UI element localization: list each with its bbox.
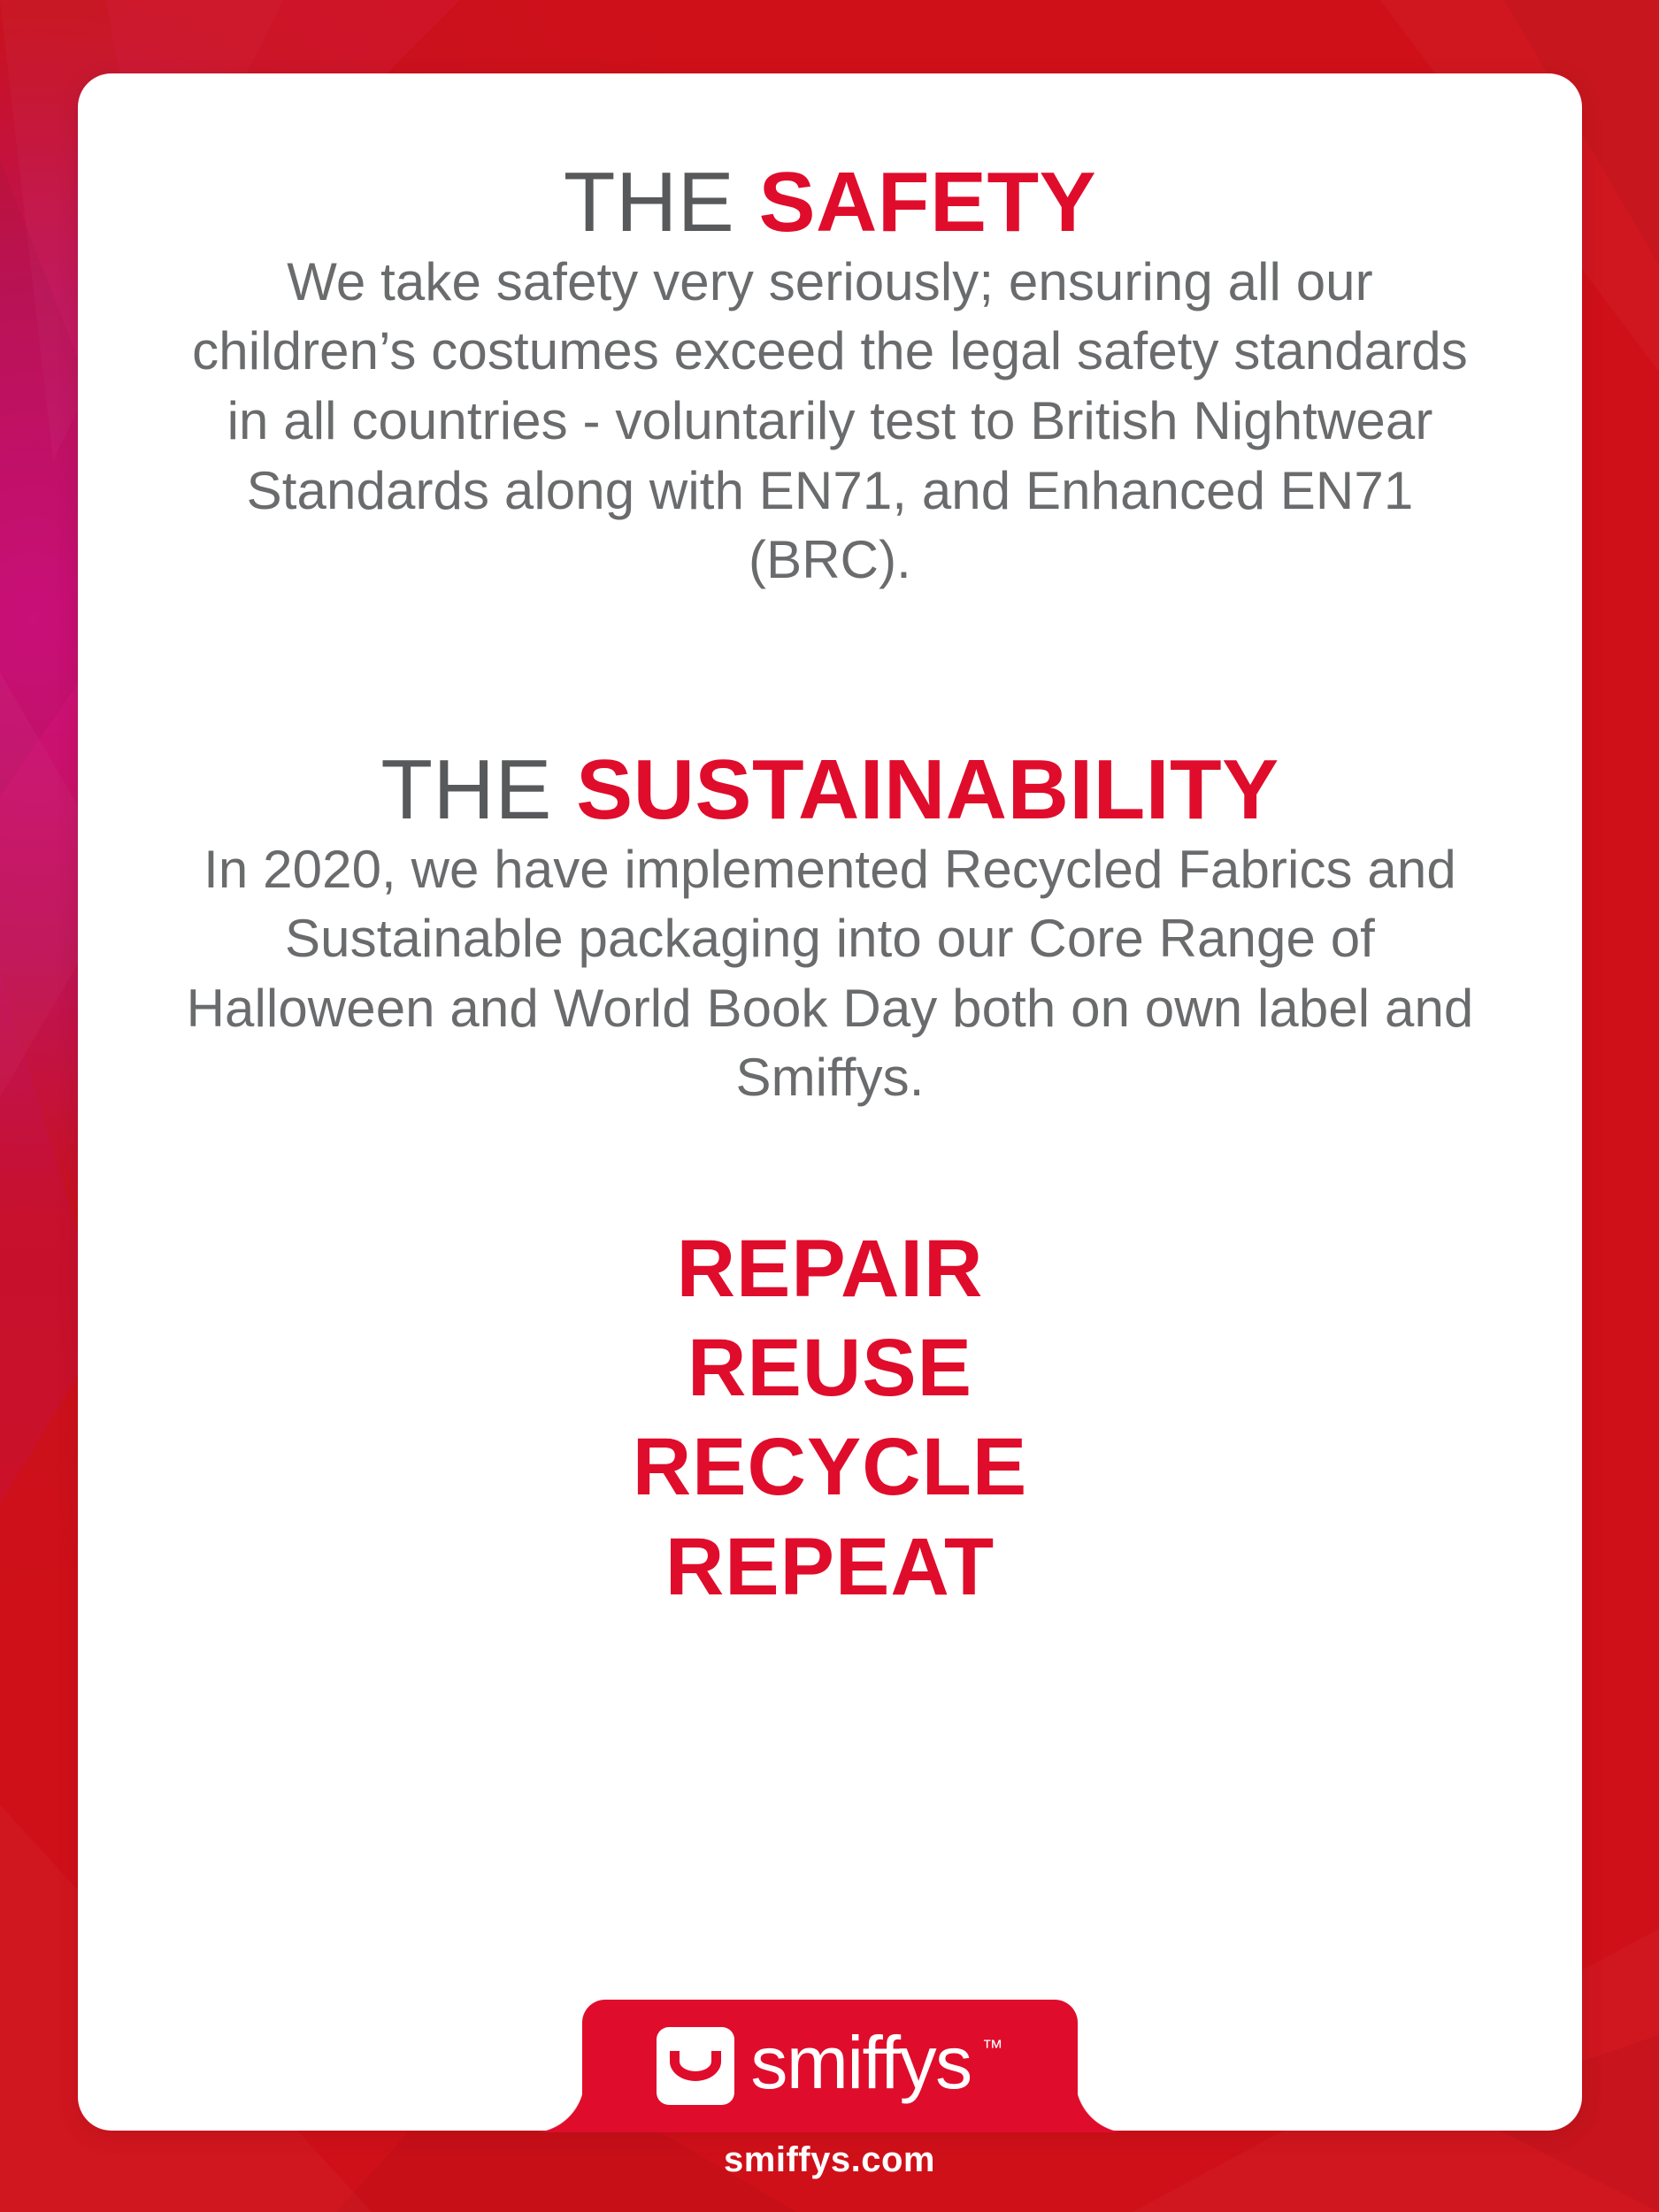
rrrr-item: RECYCLE (632, 1422, 1028, 1513)
trademark-symbol: ™ (981, 2036, 1003, 2060)
safety-heading-prefix: THE (563, 155, 759, 250)
rrrr-item: REPAIR (676, 1223, 984, 1314)
sustainability-section (184, 741, 1476, 1113)
brand-wordmark: smiffys (750, 2021, 972, 2104)
sustainability-heading (184, 741, 1476, 837)
safety-heading-accent: SAFETY (758, 155, 1097, 250)
rrrr-item: REPEAT (664, 1521, 995, 1612)
smile-shape (670, 2051, 721, 2081)
rrrr-item: REUSE (687, 1323, 972, 1414)
brand-logo-lockup (657, 2021, 1003, 2105)
card-content (78, 73, 1582, 1617)
safety-paragraph: We take safety very seriously; ensuring all our children’s costumes exceed the legal safety standards in all countries - voluntarily test to British Nightwear Standards along with EN71, and Enhanced EN71 (BRC). (192, 251, 1468, 590)
repair-reuse-recycle-repeat-list (184, 1219, 1476, 1617)
brand-logo-tab (582, 2000, 1078, 2132)
sustainability-heading-accent: SUSTAINABILITY (576, 741, 1279, 837)
footer-website-url: smiffys.com (724, 2140, 935, 2179)
sustainability-paragraph: In 2020, we have implemented Recycled Fabrics and Sustainable packaging into our Core Range of Halloween and World Book Day both on own label and Smiffys. (186, 839, 1474, 1108)
safety-section (184, 155, 1476, 595)
safety-heading (184, 155, 1476, 250)
smiffys-smile-logo-icon (657, 2027, 734, 2105)
content-card (78, 73, 1582, 2131)
sustainability-heading-prefix: THE (380, 741, 577, 837)
